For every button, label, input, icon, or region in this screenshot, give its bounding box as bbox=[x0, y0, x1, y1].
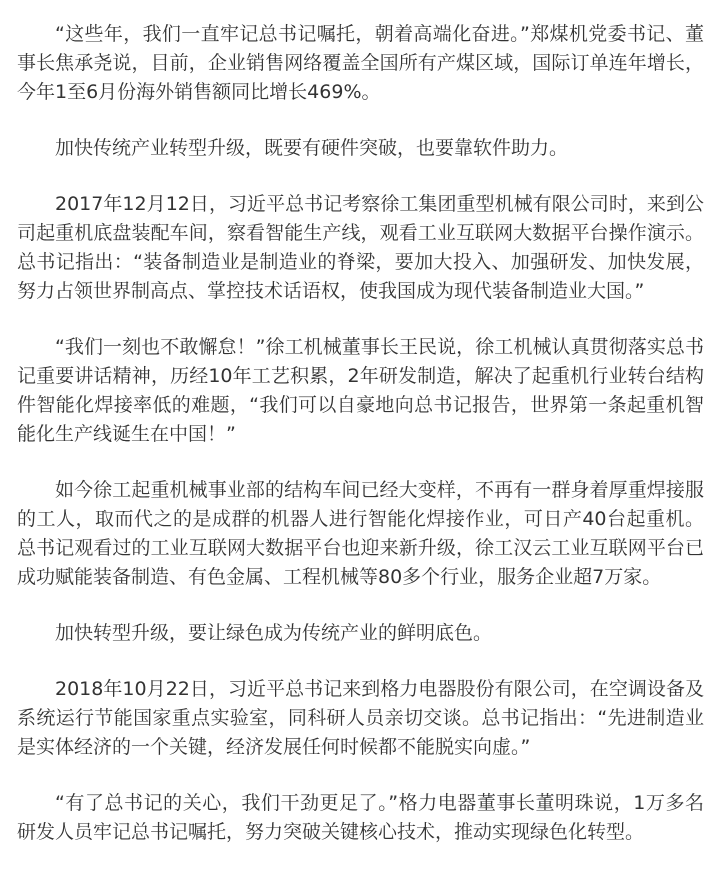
article-paragraph: 加快转型升级，要让绿色成为传统产业的鲜明底色。 bbox=[55, 622, 493, 644]
article-paragraph: 2018年10月22日，习近平总书记来到格力电器股份有限公司，在空调设备及系统运行节能国家重点实验室，同科研人员亲切交谈。总书记指出：“先进制造业是实体经济的一个关键，经济发展任何时候都不能脱实向虚。” bbox=[17, 678, 704, 758]
article-paragraph: “这些年，我们一直牢记总书记嘱托，朝着高端化奋进。”郑煤机党委书记、董事长焦承尧说，目前，企业销售网络覆盖全国所有产煤区域，国际订单连年增长，今年1至6月份海外销售额同比增长469%。 bbox=[17, 23, 704, 103]
article-paragraph: 加快传统产业转型升级，既要有硬件突破，也要靠软件助力。 bbox=[55, 137, 569, 159]
article-paragraph: “我们一刻也不敢懈怠！”徐工机械董事长王民说，徐工机械认真贯彻落实总书记重要讲话精神，历经10年工艺积累，2年研发制造，解决了起重机行业转台结构件智能化焊接率低的难题，“我们可以自豪地向总书记报告，世界第一条起重机智能化生产线诞生在中国！” bbox=[17, 336, 704, 445]
article-paragraph: 如今徐工起重机械事业部的结构车间已经大变样，不再有一群身着厚重焊接服的工人，取而代之的是成群的机器人进行智能化焊接作业，可日产40台起重机。总书记观看过的工业互联网大数据平台也迎来新升级，徐工汉云工业互联网平台已成功赋能装备制造、有色金属、工程机械等80多个行业，服务企业超7万家。 bbox=[17, 479, 704, 588]
article-paragraph: “有了总书记的关心，我们干劲更足了。”格力电器董事长董明珠说，1万多名研发人员牢记总书记嘱托，努力突破关键核心技术，推动实现绿色化转型。 bbox=[17, 792, 704, 843]
article-paragraph: 2017年12月12日，习近平总书记考察徐工集团重型机械有限公司时，来到公司起重机底盘装配车间，察看智能生产线，观看工业互联网大数据平台操作演示。总书记指出：“装备制造业是制造业的脊梁，要加大投入、加强研发、加快发展，努力占领世界制高点、掌控技术话语权，使我国成为现代装备制造业大国。” bbox=[17, 193, 704, 302]
